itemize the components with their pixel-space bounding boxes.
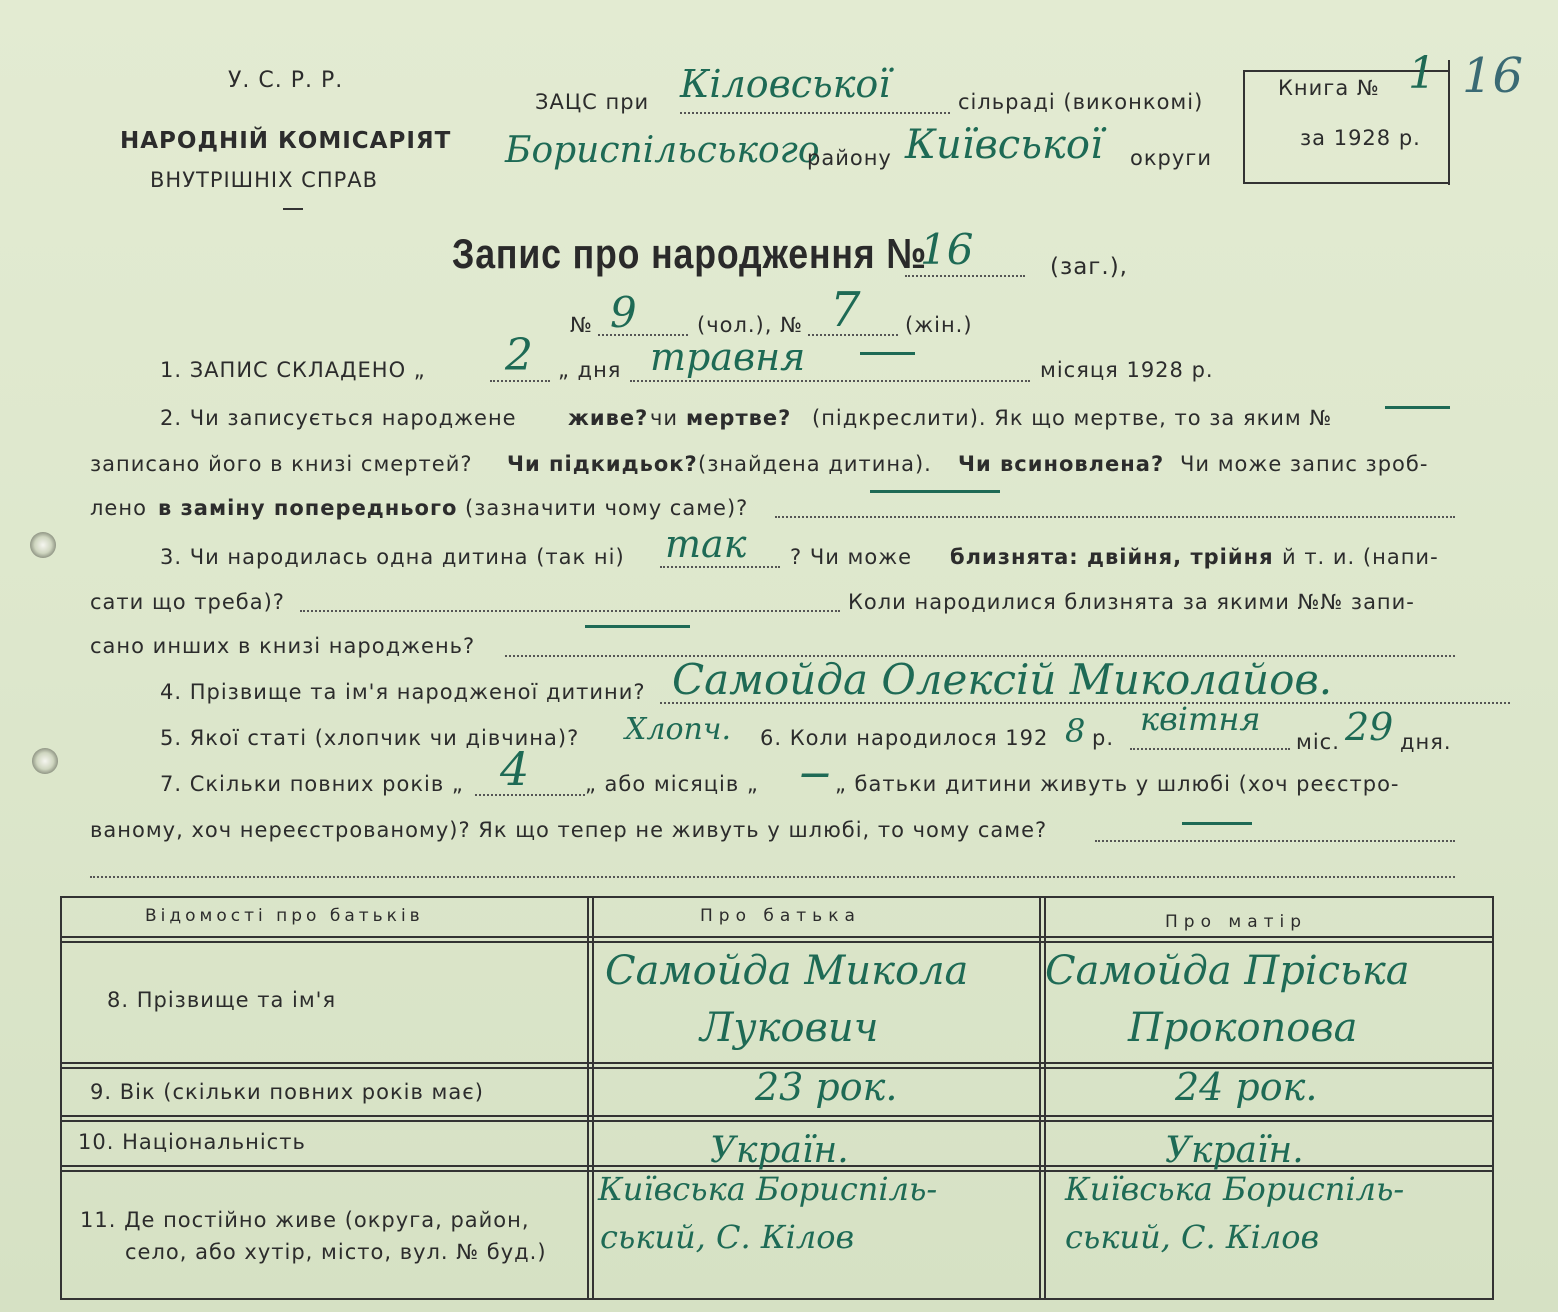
father-nationality: Україн.: [710, 1130, 849, 1171]
table-header-parents: Відомості про батьків: [145, 906, 424, 926]
item2-line2-e: Чи може запис зроб-: [1180, 452, 1429, 476]
female-label: (жін.): [905, 313, 973, 337]
item6-day-label: дня.: [1400, 730, 1452, 754]
row8-label: 8. Прізвище та ім'я: [107, 988, 337, 1012]
marriage-months: —: [800, 756, 830, 791]
item2-death-dash: [1385, 406, 1450, 409]
book-box-bottom: [1243, 182, 1450, 184]
record-title: Запис про народження №: [452, 230, 927, 277]
male-label: (чол.), №: [697, 313, 803, 337]
table-row9-line-b: [60, 1120, 1492, 1122]
item3-line1-b: ? Чи може: [790, 545, 913, 569]
item3-line2-a: сати що треба)?: [90, 590, 285, 614]
record-number-line: [905, 275, 1025, 277]
item7-line1-c: „ батьки дитини живуть у шлюбі (хоч реєстро-: [835, 772, 1400, 796]
item3-twins-line: [300, 610, 840, 612]
item2-found-child: (знайдена дитина).: [698, 452, 932, 476]
male-number: 9: [610, 288, 637, 337]
item2-dead: мертве?: [686, 406, 792, 430]
village-council-suffix: сільраді (виконкомі): [958, 90, 1204, 114]
header-divider: [283, 208, 303, 210]
row11-label-line1: 11. Де постійно живе (округа, район,: [80, 1208, 530, 1232]
table-header-father: Про батька: [700, 906, 861, 926]
village-council-name: Кіловської: [680, 62, 891, 106]
item7-reason-dash: [1182, 822, 1252, 825]
table-col-line-1b: [592, 896, 594, 1298]
single-child-line: [660, 566, 780, 568]
item3-line1-a: 3. Чи народилась одна дитина (так ні): [160, 545, 625, 569]
father-name-line1: Самойда Микола: [605, 948, 969, 994]
item7-extra-line: [90, 876, 1455, 878]
item3-line2-b: Коли народилися близнята за якими №№ запи-: [848, 590, 1415, 614]
female-number: 7: [830, 282, 861, 338]
father-residence-line1: Київська Бориспіль-: [598, 1170, 938, 1208]
item1-day-label: „ дня: [558, 358, 622, 382]
binder-hole-bottom: [32, 748, 58, 774]
birth-day: 29: [1345, 705, 1394, 749]
table-header-mother: Про матір: [1165, 912, 1308, 932]
item2-line3-c: (зазначити чому саме)?: [465, 496, 749, 520]
region-label: округи: [1130, 146, 1212, 170]
row10-label: 10. Національність: [78, 1130, 306, 1154]
item7-label: 7. Скільки повних років „: [160, 772, 464, 796]
table-row8-line: [60, 1062, 1492, 1064]
item2-alive: живе?: [568, 406, 649, 430]
book-number: 1: [1408, 48, 1436, 99]
father-residence-line2: ський, С. Кілов: [600, 1218, 855, 1256]
female-number-line: [808, 334, 898, 336]
item2-line1-e: (підкреслити). Як що мертве, то за яким №: [812, 406, 1333, 430]
item2-replacement-line: [775, 516, 1455, 518]
district-label: району: [807, 146, 892, 170]
row11-label-line2: село, або хутір, місто, вул. № буд.): [125, 1240, 547, 1264]
header-ministry: НАРОДНІЙ КОМІСАРІЯТ: [120, 128, 452, 154]
header-dept: ВНУТРІШНІХ СПРАВ: [150, 168, 379, 192]
child-sex: Хлопч.: [625, 712, 732, 747]
father-name-line2: Лукович: [700, 1005, 879, 1051]
mother-residence-line2: ський, С. Кілов: [1065, 1218, 1320, 1256]
item6-year-suffix: р.: [1092, 726, 1115, 750]
mother-age: 24 рок.: [1175, 1065, 1318, 1109]
village-council-line: [680, 112, 950, 114]
single-child-answer: так: [665, 522, 747, 566]
book-box-right: [1448, 60, 1450, 185]
table-header-line-b: [60, 941, 1492, 943]
record-month-line: [630, 380, 1030, 382]
item2-or: чи: [650, 406, 679, 430]
item7-months-label: „ або місяців „: [585, 772, 759, 796]
item2-line2-a: записано його в книзі смертей?: [90, 452, 473, 476]
item1-label: 1. ЗАПИС СКЛАДЕНО „: [160, 358, 426, 382]
item2-adopted: Чи всиновлена?: [958, 452, 1165, 476]
birth-month-line: [1130, 748, 1290, 750]
row9-label: 9. Вік (скільки повних років має): [90, 1080, 484, 1104]
zacs-label: ЗАЦС при: [535, 90, 650, 114]
item7-line2: ваному, хоч нереєстрованому)? Як що тепер не живуть у шлюбі, то чому саме?: [90, 818, 1048, 842]
item1-month-label: місяця 1928 р.: [1040, 358, 1214, 382]
record-month: травня: [650, 335, 806, 379]
item4-label: 4. Прізвище та ім'я народженої дитини?: [160, 680, 646, 704]
record-day-line: [490, 380, 550, 382]
mother-nationality: Україн.: [1165, 1130, 1304, 1171]
table-col-line-2: [1039, 896, 1041, 1298]
record-general-number: 16: [920, 225, 974, 274]
item2-line3-a: лено: [90, 496, 147, 520]
book-label: Книга №: [1278, 76, 1380, 100]
page-number: 16: [1462, 48, 1524, 104]
region-name: Київської: [905, 122, 1103, 168]
item2-line1-a: 2. Чи записується народжене: [160, 406, 517, 430]
item2-foundling: Чи підкидьок?: [507, 452, 698, 476]
table-row9-line: [60, 1115, 1492, 1117]
item6-label: 6. Коли народилося 192: [760, 726, 1049, 750]
mother-residence-line1: Київська Бориспіль-: [1065, 1170, 1405, 1208]
item7-reason-line: [1095, 840, 1455, 842]
year-label: за 1928 р.: [1300, 126, 1421, 150]
record-general-suffix: (заг.),: [1050, 254, 1128, 280]
father-age: 23 рок.: [755, 1065, 898, 1109]
item3-twins: близнята: двійня, трійня: [950, 545, 1274, 569]
item2-adopted-underline: [870, 490, 1000, 493]
mother-name-line1: Самойда Пріська: [1045, 948, 1410, 994]
child-name-line: [660, 702, 1510, 704]
record-day: 2: [505, 330, 533, 381]
item3-line3-a: сано инших в книзі народжень?: [90, 634, 476, 658]
header-state: У. С. Р. Р.: [228, 68, 344, 93]
district-name: Бориспільського: [505, 130, 820, 171]
record-month-dash: [860, 352, 915, 355]
item6-month-label: міс.: [1296, 730, 1340, 754]
item3-twins-dash: [585, 625, 690, 628]
book-box-left: [1243, 72, 1245, 184]
subnum-prefix: №: [570, 313, 593, 337]
item2-replacement: в заміну попереднього: [158, 496, 458, 520]
mother-name-line2: Прокопова: [1128, 1005, 1358, 1051]
marriage-years: 4: [500, 742, 530, 796]
item3-line1-d: й т. и. (напи-: [1282, 545, 1439, 569]
birth-month: квітня: [1140, 700, 1261, 738]
marriage-years-line: [475, 794, 585, 796]
item5-label: 5. Якої статі (хлопчик чи дівчина)?: [160, 726, 580, 750]
child-name: Самойда Олексій Миколайов.: [672, 655, 1333, 704]
binder-hole-top: [30, 532, 56, 558]
table-header-line: [60, 936, 1492, 938]
birth-year-digit: 8: [1065, 712, 1086, 750]
table-col-line-1: [587, 896, 589, 1298]
